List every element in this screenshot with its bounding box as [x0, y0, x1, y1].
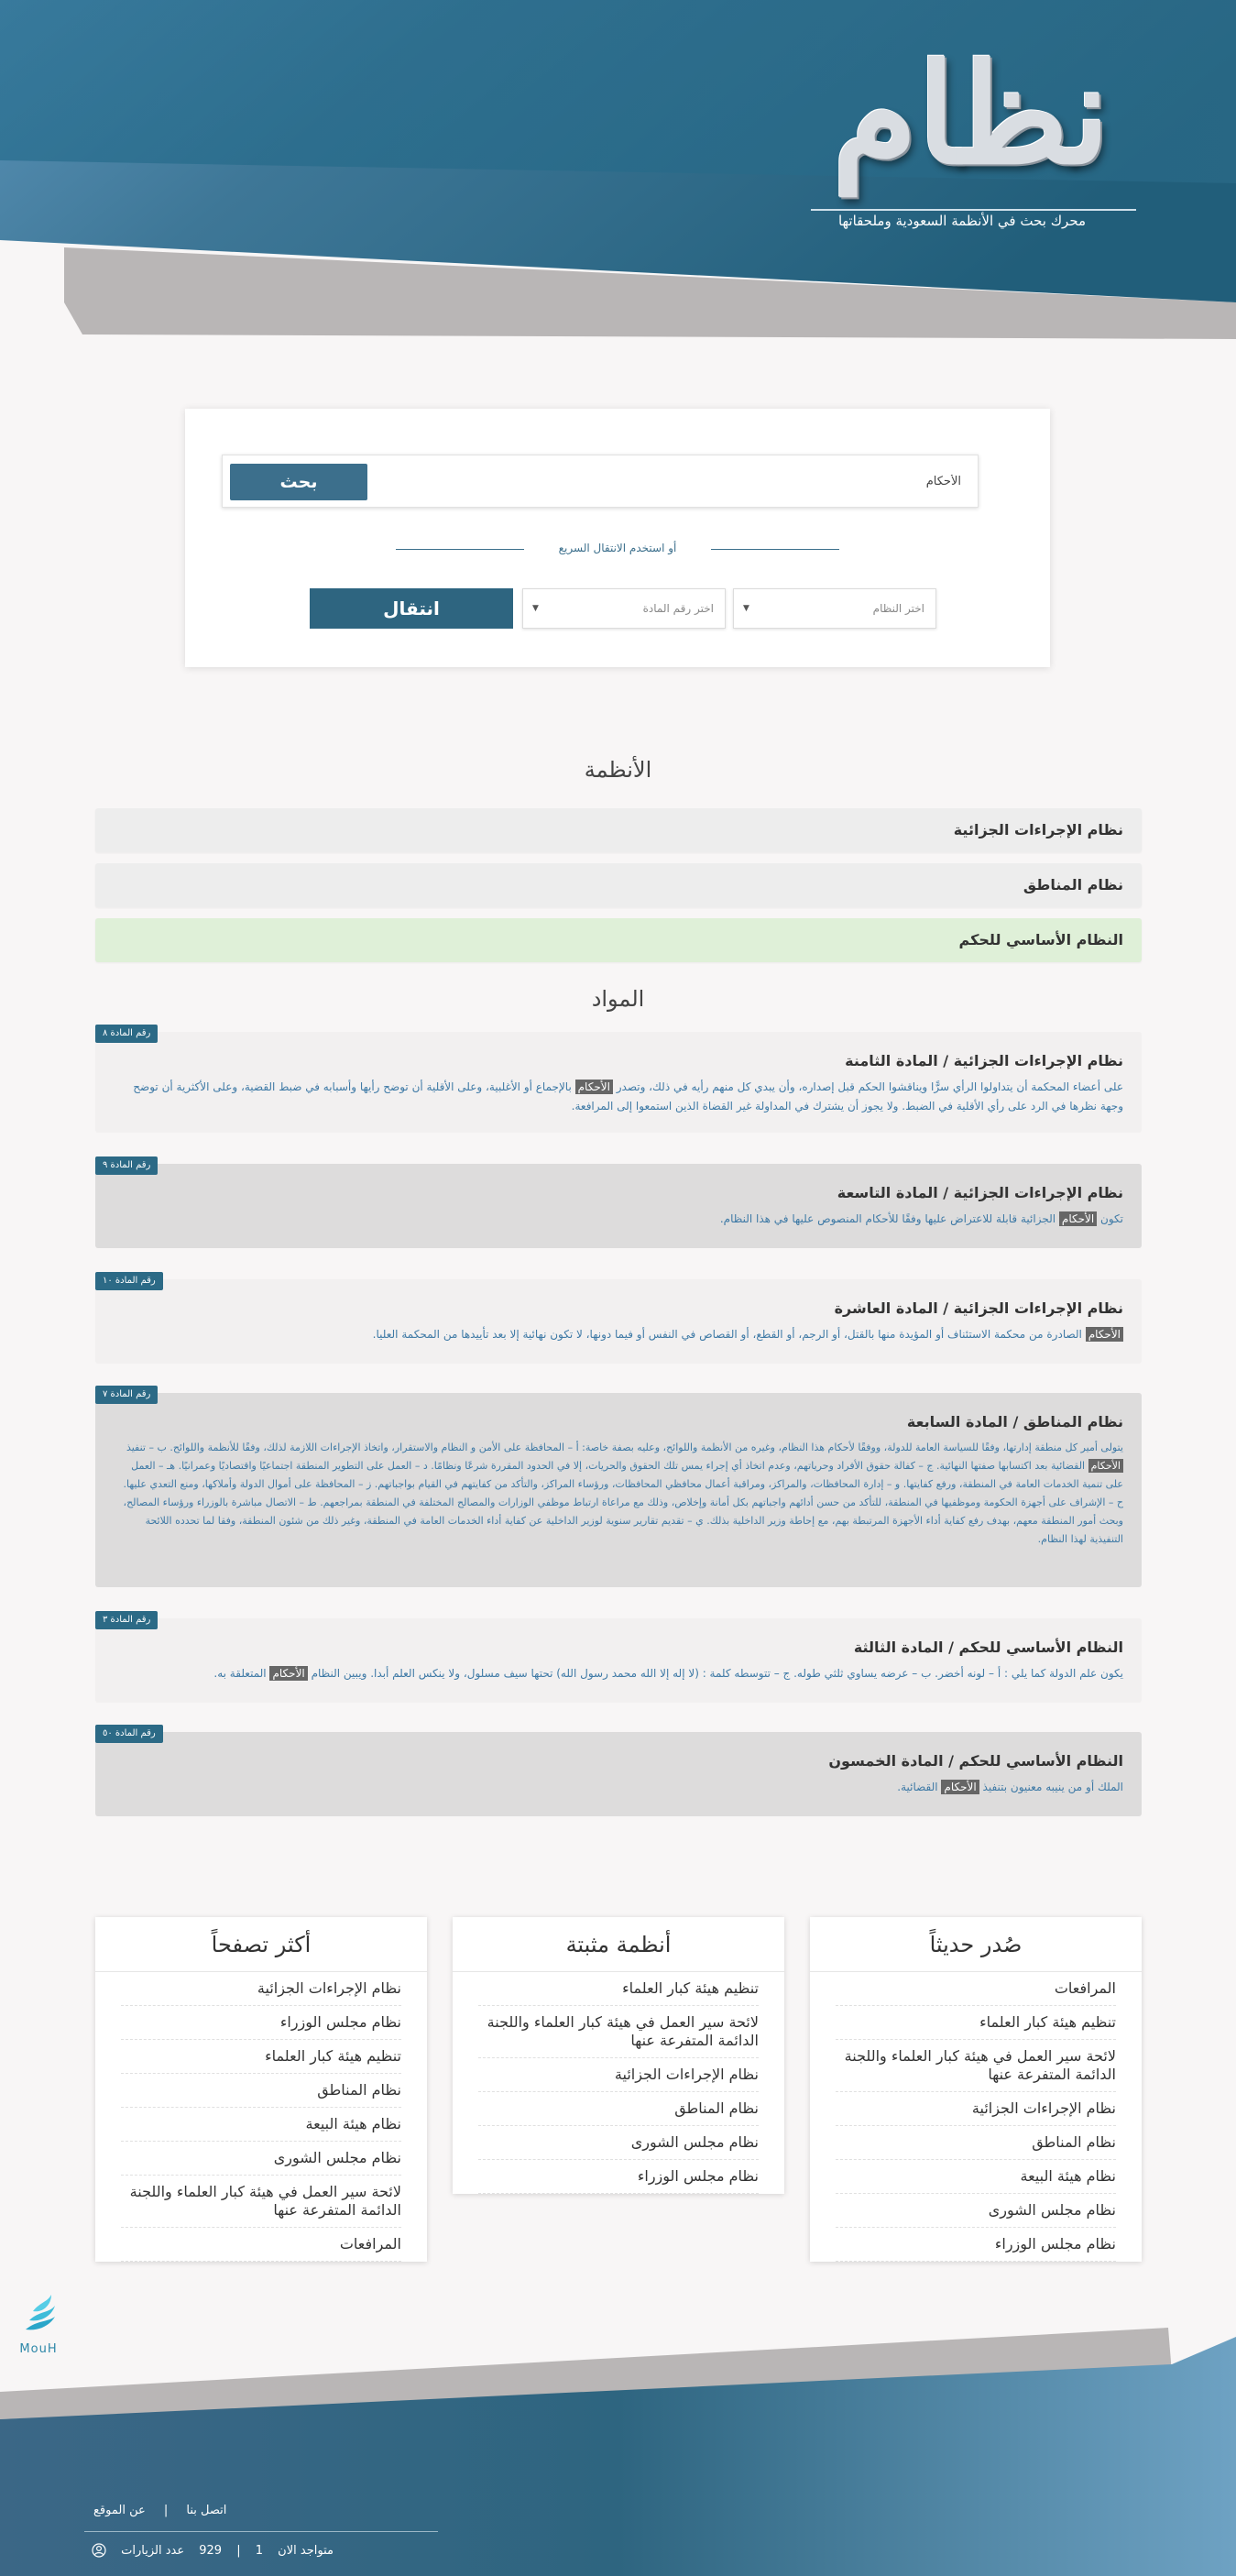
article-number-badge: رقم المادة ٧	[95, 1386, 158, 1404]
search-card	[185, 409, 1050, 667]
recent-systems-box	[810, 1917, 1142, 2262]
list-item[interactable]: نظام هيئة البيعة	[121, 2108, 401, 2142]
search-highlight: الأحكام	[1059, 1211, 1097, 1226]
list-item[interactable]: تنظيم هيئة كبار العلماء	[836, 2006, 1116, 2040]
article-text-part: تكون	[1097, 1212, 1123, 1225]
article-text-part: الملك أو من ينيبه معنيون بتنفيذ	[979, 1781, 1123, 1793]
online-count: 1	[255, 2543, 264, 2558]
list-item[interactable]: نظام المناطق	[121, 2074, 401, 2108]
most-viewed-box	[95, 1917, 427, 2262]
list-item[interactable]: نظام الإجراءات الجزائية	[478, 2058, 759, 2092]
contact-link[interactable]: اتصل بنا	[186, 2504, 227, 2517]
list-item[interactable]: المرافعات	[836, 1972, 1116, 2006]
article-text	[114, 1439, 1123, 1549]
article-title[interactable]: نظام الإجراءات الجزائية / المادة العاشرة	[834, 1299, 1123, 1317]
list-item[interactable]: نظام الإجراءات الجزائية	[121, 1972, 401, 2006]
go-button[interactable]: انتقال	[310, 588, 513, 629]
articles-section-title: المواد	[591, 986, 645, 1012]
list-item[interactable]: نظام مجلس الوزراء	[121, 2006, 401, 2040]
site-header	[0, 0, 1236, 348]
article-number-select[interactable]	[522, 588, 726, 629]
article-select-placeholder: اختر رقم المادة	[642, 602, 714, 615]
article-card[interactable]	[95, 1728, 1142, 1816]
article-text-part: يتولى أمير كل منطقة إدارتها، وفقًا للسياسة العامة للدولة، ووفقًا لأحكام هذا النظام، وغيره من الأنظمة واللوائح، وعليه بصفة خاصة: أ – المحافظة على الأمن و النظام والاستقرار، واتخاذ الإجراءات اللازمة لذلك، وفقًا للأنظمة واللوائح. ب – تنفيذ	[126, 1441, 1123, 1453]
list-item[interactable]: لائحة سير العمل في هيئة كبار العلماء واللجنة الدائمة المتفرعة عنها	[836, 2040, 1116, 2092]
list-item[interactable]: نظام مجلس الشورى	[121, 2142, 401, 2176]
article-text-part: الصادرة من محكمة الاستئناف أو المؤيدة منها بالقتل، أو الرجم، أو القطع، أو القصاص في النفس أو فيما دونها، لا تكون نهائية إلا بعد تأييدها من المحكمة العليا.	[372, 1328, 1086, 1341]
article-text-part: القضائية بعد اكتسابها صفتها النهائية. ج – كفالة حقوق الأفراد وحرياتهم، وعدم اتخاذ أي إجراء يمس تلك الحقوق والحريات، إلا في الحدود المقررة شرعًا ونظامًا. د – العمل على التطوير المنطقة اجتماعيًا واقتصاديًا وعمرانيًا. هـ – العمل على تنمية الخدمات العامة في المنطقة، ورفع كفايتها. و – إدارة المحافظات، والمراكز، ومراقبة أعمال محافظي المحافظات، ورؤساء المراكز، والتأكد من كفايتهم في القيام بواجباتهم. ز – المحافظة على أموال الدولة وأملاكها، ومنع التعدي عليها. ح – الإشراف على أجهزة الحكومة وموظفيها في المنطقة، للتأكد من حسن أدائهم واجباتهم بكل أمانة وإخلاص، وذلك مع مراعاة ارتباط موظفي الوزارات والمصالح المختلفة في المنطقة بمراجعهم. ط – الاتصال مباشرة بالوزراء ورؤساء المصالح، وبحث أمور المنطقة معهم، بهدف رفع كفاية أداء الأجهزة المرتبطة بهم، مع إحاطة وزير الداخلية بذلك. ي – تقديم تقارير سنوية لوزير الداخلية عن كفاية أداء الخدمات العامة في المنطقة، وغير ذلك من شئون المنطقة، وفقا لما تحدده اللائحة التنفيذية لهذا النظام.	[123, 1460, 1123, 1545]
user-icon	[86, 2544, 112, 2558]
article-number-badge: رقم المادة ٨	[95, 1025, 158, 1043]
box-title: أنظمة مثبتة	[453, 1917, 784, 1972]
pinned-systems-box	[453, 1917, 784, 2194]
list-item[interactable]: نظام المناطق	[478, 2092, 759, 2126]
article-text-part: المتعلقة به.	[213, 1667, 270, 1680]
search-highlight: الأحكام	[269, 1666, 307, 1681]
article-text	[114, 1078, 1123, 1116]
system-item-active[interactable]: النظام الأساسي للحكم	[95, 918, 1142, 962]
quick-nav-label: أو استخدم الانتقال السريع	[558, 542, 677, 554]
recent-systems-list	[810, 1972, 1142, 2262]
separator: |	[163, 2504, 169, 2517]
article-card[interactable]	[95, 1160, 1142, 1248]
article-number-badge: رقم المادة ١٠	[95, 1272, 163, 1290]
system-select-placeholder: اختر النظام	[872, 602, 924, 615]
article-card[interactable]	[95, 1028, 1142, 1133]
list-item[interactable]: نظام المناطق	[836, 2126, 1116, 2160]
list-item[interactable]: تنظيم هيئة كبار العلماء	[121, 2040, 401, 2074]
box-title: أكثر تصفحاً	[95, 1917, 427, 1972]
system-item[interactable]: نظام المناطق	[95, 863, 1142, 907]
footer-background	[0, 2318, 1236, 2576]
search-box	[222, 455, 979, 508]
footer-links	[86, 2504, 234, 2517]
article-text	[114, 1778, 1123, 1797]
pinned-systems-list	[453, 1972, 784, 2194]
list-item[interactable]: نظام مجلس الوزراء	[478, 2160, 759, 2194]
caret-down-icon: ▼	[532, 604, 539, 613]
search-highlight: الأحكام	[1086, 1327, 1123, 1342]
most-viewed-list	[95, 1972, 427, 2262]
list-item[interactable]: المرافعات	[121, 2228, 401, 2262]
list-item[interactable]: لائحة سير العمل في هيئة كبار العلماء واللجنة الدائمة المتفرعة عنها	[478, 2006, 759, 2058]
site-tagline: محرك بحث في الأنظمة السعودية وملحقاتها	[837, 213, 1087, 229]
developer-logo-text: MouH	[19, 2342, 58, 2356]
system-item[interactable]: نظام الإجراءات الجزائية	[95, 808, 1142, 852]
visits-count: 929	[199, 2543, 223, 2558]
search-highlight: الأحكام	[1088, 1459, 1123, 1473]
article-text-part: بالإجماع أو الأغلبية، وعلى الأقلية أن توضح رأيها وأسبابه في ضبط القضية، وعلى الأكثرية أن توضح وجهة نظرها في الرد على رأي الأقلية في الضبط. ولا يجوز أن يشترك في المداولة غير القضاة الذين استمعوا إلى المرافعة.	[133, 1080, 1123, 1113]
systems-section-title: الأنظمة	[584, 757, 652, 783]
logo-wordmark: نظام	[832, 34, 1110, 195]
list-item[interactable]: لائحة سير العمل في هيئة كبار العلماء واللجنة الدائمة المتفرعة عنها	[121, 2176, 401, 2228]
footer-divider	[84, 2531, 438, 2532]
article-number-badge: رقم المادة ٥٠	[95, 1725, 163, 1743]
search-highlight: الأحكام	[575, 1080, 613, 1094]
list-item[interactable]: نظام مجلس الشورى	[478, 2126, 759, 2160]
box-title: صُدر حديثاً	[810, 1917, 1142, 1972]
article-text-part: القضائية.	[897, 1781, 942, 1793]
list-item[interactable]: نظام مجلس الوزراء	[836, 2228, 1116, 2262]
article-title[interactable]: نظام المناطق / المادة السابعة	[906, 1413, 1123, 1431]
logo-divider	[811, 209, 1136, 211]
article-card[interactable]	[95, 1615, 1142, 1703]
article-text	[114, 1325, 1123, 1344]
article-text-part: الجزائية قابلة للاعتراض عليها وفقًا للأحكام المنصوص عليها في هذا النظام.	[719, 1212, 1059, 1225]
article-title[interactable]: نظام الإجراءات الجزائية / المادة الثامنة	[845, 1052, 1123, 1069]
article-number-badge: رقم المادة ٩	[95, 1156, 158, 1175]
list-item[interactable]: نظام هيئة البيعة	[836, 2160, 1116, 2194]
divider-line-right	[711, 549, 839, 550]
separator: |	[236, 2543, 241, 2558]
article-card[interactable]	[95, 1276, 1142, 1364]
list-item[interactable]: تنظيم هيئة كبار العلماء	[478, 1972, 759, 2006]
site-logo[interactable]	[806, 34, 1136, 229]
article-text-part: على أعضاء المحكمة أن يتداولوا الرأي سرًّا ويناقشوا الحكم قبل إصداره، وأن يبدي كل منهم رأيه في ذلك، وتصدر	[612, 1080, 1123, 1093]
article-text-part: يكون علم الدولة كما يلي : أ – لونه أخضر. ب – عرضه يساوي ثلثي طوله. ج – تتوسطه كلمة : (لا إله إلا الله محمد رسول الله) تحتها سيف مسلول، ولا ينكس العلم أبدا. ويبين النظام	[307, 1667, 1123, 1680]
online-label: متواجد الان	[278, 2543, 334, 2558]
visits-label: عدد الزيارات	[121, 2543, 185, 2558]
caret-down-icon: ▼	[743, 604, 749, 613]
article-card[interactable]	[95, 1389, 1142, 1587]
article-number-badge: رقم المادة ٣	[95, 1611, 158, 1629]
search-input[interactable]	[391, 455, 978, 507]
article-text	[114, 1664, 1123, 1683]
about-link[interactable]: عن الموقع	[93, 2504, 146, 2517]
article-title[interactable]: النظام الأساسي للحكم / المادة الخمسون	[828, 1752, 1123, 1770]
footer-stats	[86, 2543, 339, 2558]
list-item[interactable]: نظام مجلس الشورى	[836, 2194, 1116, 2228]
system-select[interactable]	[733, 588, 936, 629]
article-title[interactable]: النظام الأساسي للحكم / المادة الثالثة	[853, 1639, 1123, 1656]
list-item[interactable]: نظام الإجراءات الجزائية	[836, 2092, 1116, 2126]
article-title[interactable]: نظام الإجراءات الجزائية / المادة التاسعة	[837, 1184, 1123, 1201]
article-text	[114, 1210, 1123, 1229]
site-footer	[0, 2318, 1236, 2576]
search-highlight: الأحكام	[941, 1780, 979, 1794]
quick-nav-divider	[396, 540, 839, 558]
search-button[interactable]: بحث	[230, 464, 367, 500]
